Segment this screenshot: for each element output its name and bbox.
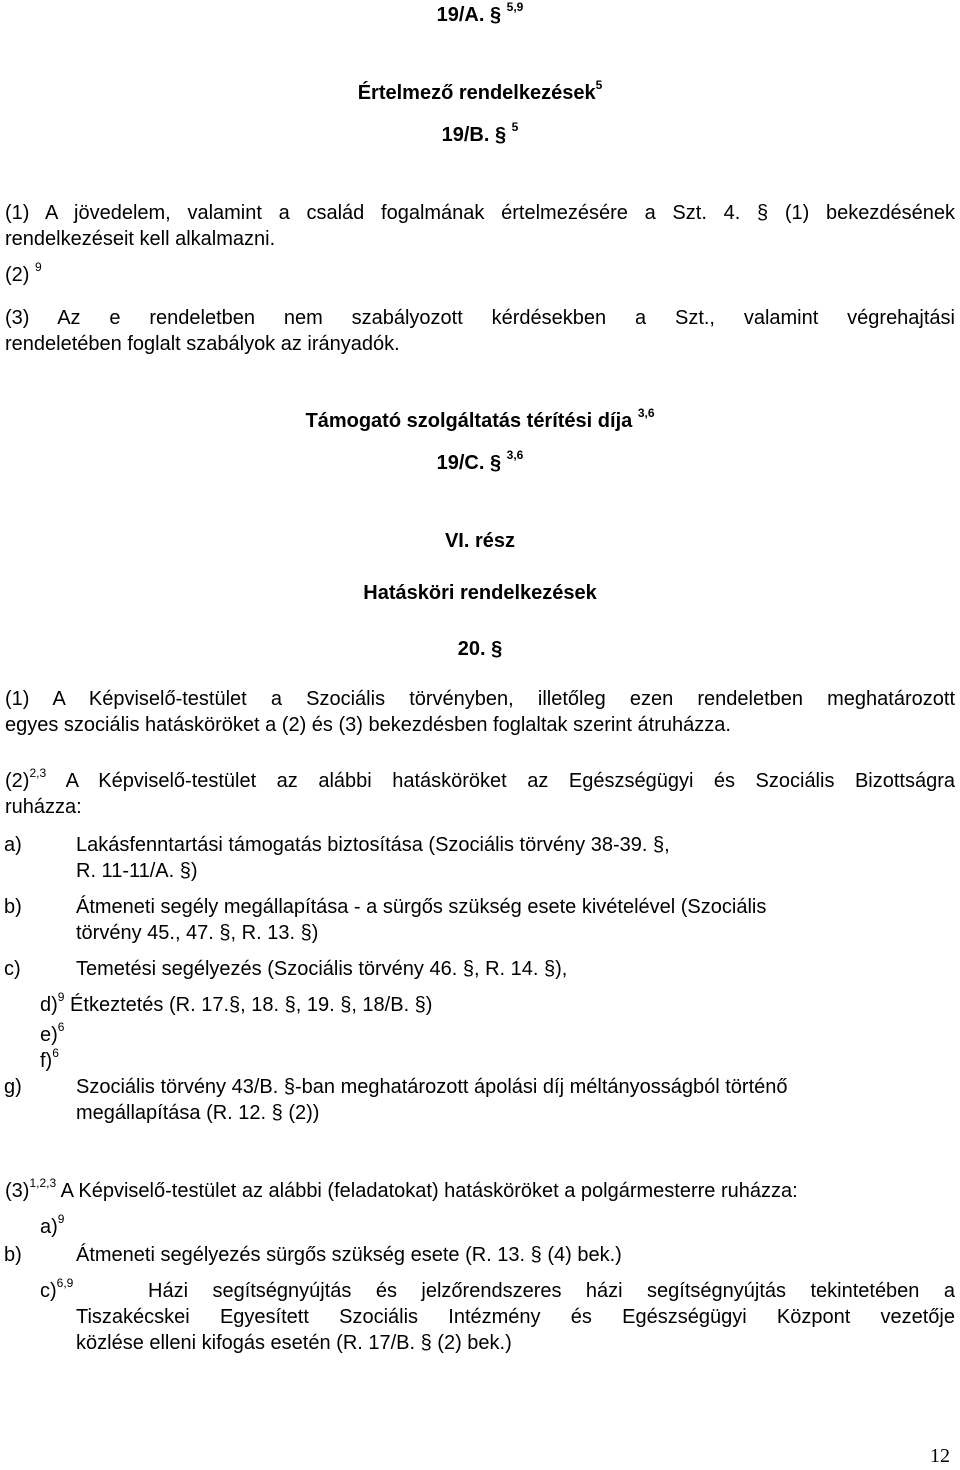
para-20-2: $(2)^{2,3}$ A Képviselő-testület az alábbi hatásköröket az Egészségügyi és Szociális Bizottságra ruházza: — [5, 765, 956, 818]
para-19b-2: (2) $^9$ — [5, 259, 42, 286]
competence-heading: Hatásköri rendelkezések — [363, 582, 597, 604]
section-20-title: 20. § — [457, 638, 503, 660]
list-item-3c: c)$^{6,9}$ Házi segítségnyújtás és jelzőrendszeres házi segítségnyújtás tekintetében a Tiszakécskei Egyesített Szociális Intézmény és Egészségügyi Központ vezetője közlése elleni kifogás esetén (R. 17/B. § (2) bek.) — [40, 1275, 955, 1354]
list-item-2g: g) Szociális törvény 43/B. §-ban meghatározott ápolási díj méltányosságból történő megállapítása (R. 12. § (2)) — [4, 1076, 788, 1124]
list-item-3b: b) Átmeneti segélyezés sürgős szükség esete (R. 13. § (4) bek.) — [4, 1244, 622, 1266]
section-19b-title: 19/B. § $^5$ — [441, 119, 519, 146]
list-item-3a: a)$^9$ — [40, 1211, 65, 1238]
part-title: VI. rész — [444, 530, 516, 552]
list-item-2f: f)$^6$ — [40, 1045, 59, 1072]
list-item-2d: d)$^9$ Étkeztetés (R. 17.§, 18. §, 19. §, 18/B. §) — [40, 989, 433, 1016]
section-19a-title: 19/A. § $^{5,9}$ — [436, 0, 524, 26]
para-20-1: (1) A Képviselő-testület a Szociális törvényben, illetőleg ezen rendeletben meghatározott egyes szociális hatásköröket a (2) és (3) bekezdésben foglaltak szerint átruházza. — [5, 688, 955, 736]
para-19b-1: (1) A jövedelem, valamint a család fogalmának értelmezésére a Szt. 4. § (1) bekezdésének rendelkezéseit kell alkalmazni. — [5, 202, 955, 250]
list-item-2e: e)$^6$ — [40, 1019, 65, 1046]
para-19b-3: (3) Az e rendeletben nem szabályozott kérdésekben a Szt., valamint végrehajtási rendeletében foglalt szabályok az irányadók. — [5, 307, 955, 355]
section-19c-title: 19/C. § $^{3,6}$ — [436, 447, 524, 474]
definitions-heading: Értelmező rendelkezések$^5$ — [357, 77, 603, 104]
para-20-3: $(3)^{1,2,3}$ A Képviselő-testület az alábbi (feladatokat) hatásköröket a polgármesterre ruházza: — [5, 1175, 798, 1202]
list-item-2a: a) Lakásfenntartási támogatás biztosítása (Szociális törvény 38-39. §, R. 11-11/A. §) — [4, 834, 670, 882]
list-item-2c: c) Temetési segélyezés (Szociális törvény 46. §, R. 14. §), — [4, 958, 568, 980]
page-number: 12 — [930, 1445, 950, 1467]
list-item-2b: b) Átmeneti segély megállapítása - a sürgős szükség esete kivételével (Szociális törvény 45., 47. §, R. 13. §) — [4, 896, 767, 944]
fee-heading: Támogató szolgáltatás térítési díja $^{3,6}$ — [305, 405, 655, 432]
